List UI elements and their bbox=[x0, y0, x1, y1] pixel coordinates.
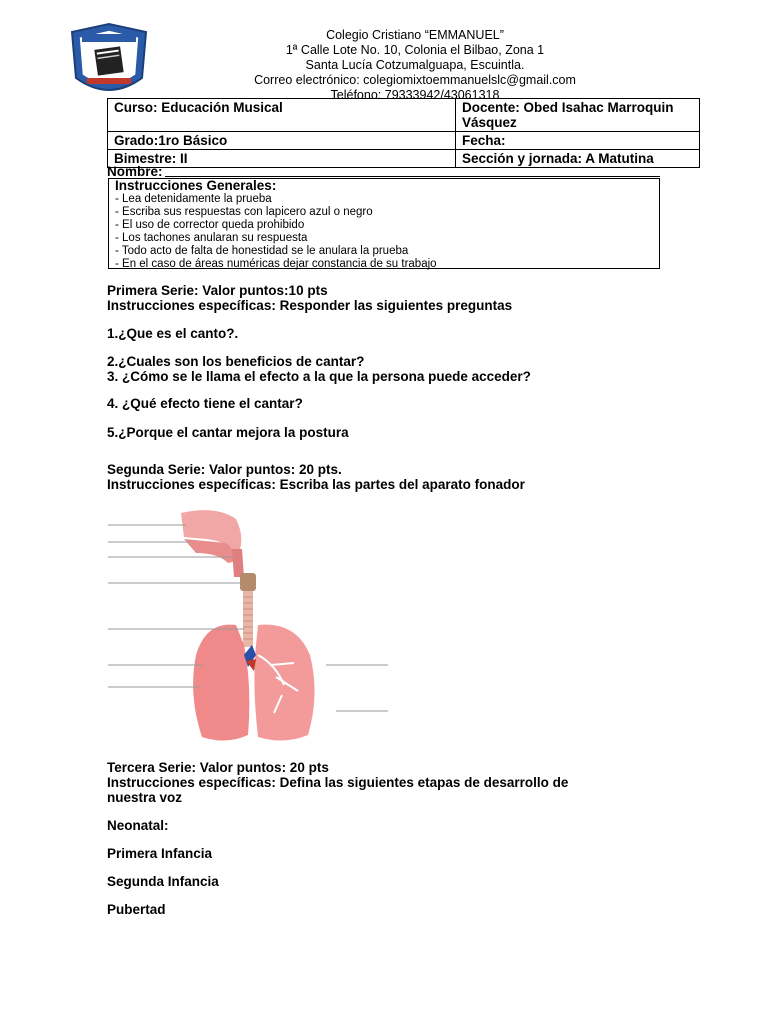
stage-primera-infancia: Primera Infancia bbox=[107, 846, 213, 861]
instruction-item: - Los tachones anularan su respuesta bbox=[115, 232, 308, 244]
instruction-item: - Todo acto de falta de honestidad se le anulara la prueba bbox=[115, 245, 409, 257]
serie3-title: Tercera Serie: Valor puntos: 20 pts bbox=[107, 760, 329, 775]
serie2-instructions: Instrucciones específicas: Escriba las partes del aparato fonador bbox=[107, 477, 525, 492]
section-cell: Sección y jornada: A Matutina bbox=[456, 150, 700, 168]
instruction-item: - El uso de corrector queda prohibido bbox=[115, 219, 305, 231]
stage-neonatal: Neonatal: bbox=[107, 818, 169, 833]
school-header bbox=[220, 28, 610, 103]
school-logo bbox=[62, 20, 156, 102]
grade-cell: Grado:1ro Básico bbox=[108, 132, 456, 150]
school-phone: Teléfono: 79333942/43061318 bbox=[330, 88, 500, 102]
question-1: 1.¿Que es el canto?. bbox=[107, 326, 239, 341]
serie3-instructions-cont: nuestra voz bbox=[107, 790, 183, 805]
exam-info-table bbox=[107, 98, 700, 168]
general-instructions-box bbox=[108, 178, 660, 269]
vocal-apparatus-diagram bbox=[106, 505, 390, 749]
school-city: Santa Lucía Cotzumalguapa, Escuintla. bbox=[305, 58, 525, 72]
general-instructions-title: Instrucciones Generales: bbox=[115, 178, 277, 193]
question-2: 2.¿Cuales son los beneficios de cantar? bbox=[107, 354, 365, 369]
name-field[interactable] bbox=[165, 176, 660, 177]
question-3: 3. ¿Cómo se le llama el efecto a la que la persona puede acceder? bbox=[107, 369, 531, 384]
serie1-instructions: Instrucciones específicas: Responder las siguientes preguntas bbox=[107, 298, 513, 313]
serie3-instructions: Instrucciones específicas: Defina las siguientes etapas de desarrollo de bbox=[107, 775, 569, 790]
date-cell: Fecha: bbox=[456, 132, 700, 150]
stage-pubertad: Pubertad bbox=[107, 902, 166, 917]
school-name: Colegio Cristiano “EMMANUEL” bbox=[326, 28, 504, 42]
serie2-title: Segunda Serie: Valor puntos: 20 pts. bbox=[107, 462, 342, 477]
instruction-item: - En el caso de áreas numéricas dejar constancia de su trabajo bbox=[115, 258, 437, 270]
teacher-cell: Docente: Obed Isahac Marroquin Vásquez bbox=[456, 99, 700, 132]
course-cell: Curso: Educación Musical bbox=[108, 99, 456, 132]
bimester-cell: Bimestre: II bbox=[108, 150, 456, 168]
name-label: Nombre: bbox=[107, 164, 163, 179]
school-email: Correo electrónico: colegiomixtoemmanuelslc@gmail.com bbox=[254, 73, 576, 87]
question-4: 4. ¿Qué efecto tiene el cantar? bbox=[107, 396, 303, 411]
question-5: 5.¿Porque el cantar mejora la postura bbox=[107, 425, 349, 440]
instruction-item: - Escriba sus respuestas con lapicero azul o negro bbox=[115, 206, 373, 218]
serie1-title: Primera Serie: Valor puntos:10 pts bbox=[107, 283, 328, 298]
instruction-item: - Lea detenidamente la prueba bbox=[115, 193, 272, 205]
school-address: 1ª Calle Lote No. 10, Colonia el Bilbao, Zona 1 bbox=[285, 43, 545, 57]
stage-segunda-infancia: Segunda Infancia bbox=[107, 874, 219, 889]
